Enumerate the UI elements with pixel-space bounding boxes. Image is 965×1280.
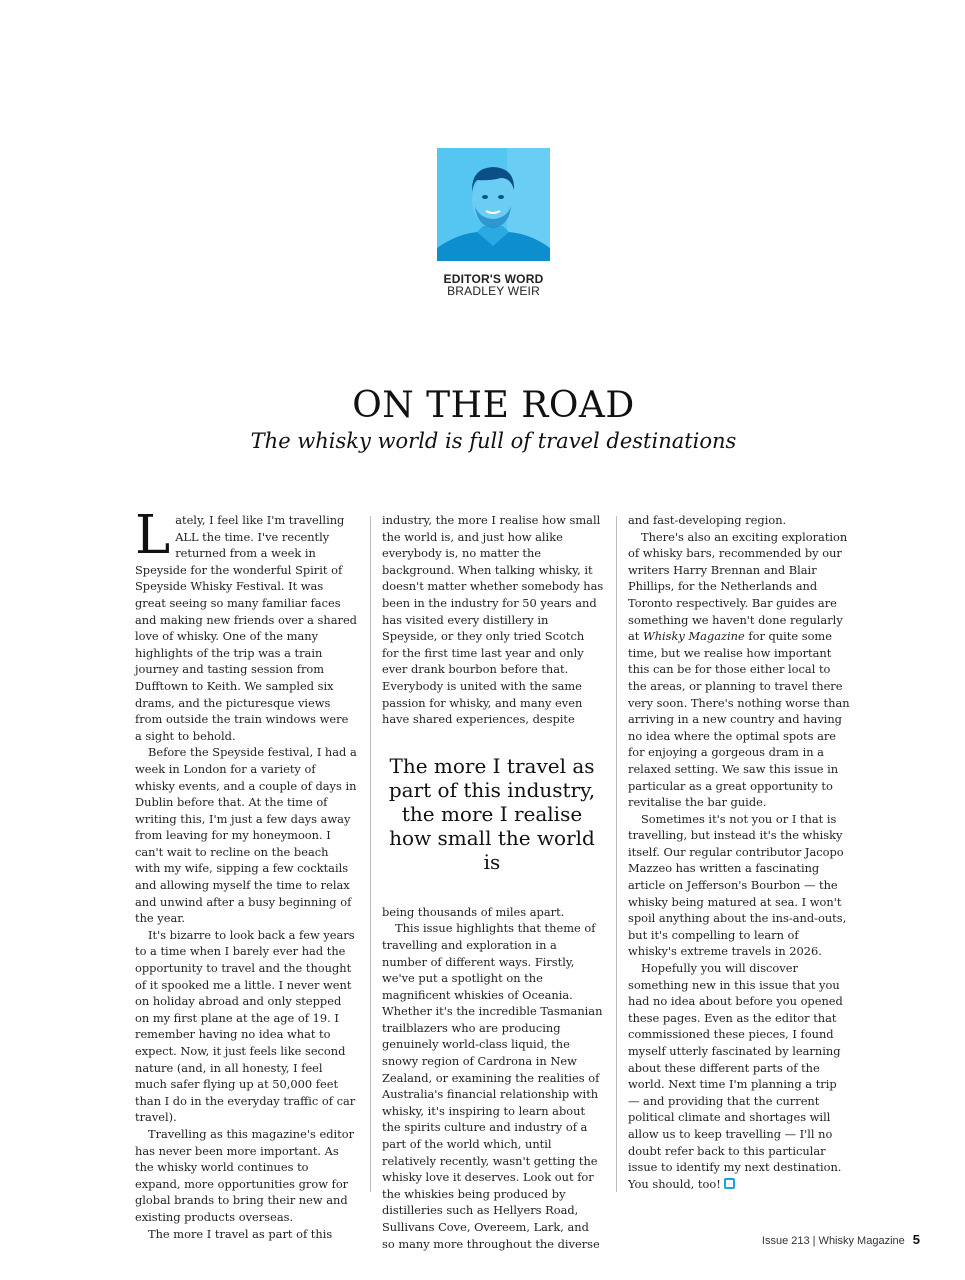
paragraph: and fast-developing region. [628, 513, 787, 527]
paragraph: It's bizarre to look back a few years to a time when I barely ever had the opportunity to travel and the thought of it spooked me a little. I never went on holiday abroad and only stepped on my first plane at the age of 19. I remember having no idea what to expect. Now, it just feels like second nature (and, in all honesty, I feel much safer flying up at 50,000 feet than I do in the everyday traffic of car travel). [135, 927, 356, 1125]
editor-portrait-icon [437, 148, 550, 261]
paragraph: Sometimes it's not you or I that is travelling, but instead it's the whisky itself. Our regular contributor Jacopo Mazzeo has written a fascinating article on Jefferson's Bourbon — the whisky being matured at sea. I won't spoil anything about the ins-and-outs, but it's compelling to learn of whisky's extreme travels in 2026. [628, 811, 847, 959]
page-number: 5 [912, 1232, 920, 1247]
paragraph: industry, the more I realise how small the world is, and just how alike everybody is, no matter the background. When talking whisky, it doesn't matter whether somebody has been in the industry for 50 years and has visited every distillery in Speyside, or they only tried Scotch for the first time last year and only ever drank bourbon before that. Everybody is united with the same passion for whisky, and many even have shared experiences, despite [382, 513, 604, 727]
paragraph: Hopefully you will discover something new in this issue that you had no idea about before you opened these pages. Even as the editor that commissioned these pieces, I found myself utterly fascinated by learning about these different parts of the world. Next time I'm planning a trip — and providing that the current political climate and shortages will allow us to keep travelling — I'll no doubt refer back to this particular issue to identify my next destination. [628, 961, 843, 1175]
paragraph: Before the Speyside festival, I had a week in London for a variety of whisky events, and a couple of days in Dublin before that. At the time of writing this, I'm just a few days away from leaving for my honeymoon. I can't wait to recline on the beach with my wife, sipping a few cocktails and allowing myself the time to relax and unwind after a busy beginning of the year. [135, 745, 357, 926]
section-kicker: EDITOR'S WORD [443, 272, 544, 286]
author-name: BRADLEY WEIR [447, 284, 540, 298]
article-column-1 [135, 505, 357, 1242]
paragraph: This issue highlights that theme of travelling and exploration in a number of different ways. Firstly, we've put a spotlight on the magnificent whiskies of Oceania. Whether it's the incredible Tasmanian trailblazers who are producing genuinely world-class liquid, the snowy region of Cardrona in New Zealand, or examining the realities of Australia's financial relationship with whisky, it's inspiring to learn about the spirits culture and industry of a part of the world which, until relatively recently, wasn't getting the whisky love it deserves. Look out for the whiskies being produced by distilleries such as Hellyers Road, Sullivans Cove, Overeem, Lark, and so many more throughout the diverse [382, 921, 603, 1251]
paragraph: The more I travel as part of this [148, 1226, 333, 1241]
paragraph: being thousands of miles apart. [382, 904, 565, 919]
article-standfirst: The whisky world is full of travel destinations [250, 429, 737, 453]
column-divider [370, 516, 371, 1192]
article-column-3 [628, 512, 850, 1192]
column-divider [616, 516, 617, 1192]
paragraph: There's also an exciting exploration of whisky bars, recommended by our writers Harry Brennan and Blair Phillips, for the Netherlands and Toronto respectively. Bar guides are something we haven't done regularly at Whisky Magazine for quite some time, but we realise how important this can be for those either local to the areas, or planning to travel there very soon. There's nothing worse than arriving in a new country and having no idea where the optimal spots are for enjoying a gorgeous dram in a relaxed setting. We saw this issue in particular as a great opportunity to revitalise the bar guide. [628, 529, 850, 810]
page-footer [762, 1232, 920, 1247]
article-headline: ON THE ROAD [352, 385, 635, 426]
article-column-2 [382, 512, 604, 1252]
paragraph: Lately, I feel like I'm travelling ALL the time. I've recently returned from a week in Speyside for the wonderful Spirit of Speyside Whisky Festival. It was great seeing so many familiar faces and making new friends over a shared love of whisky. One of the many highlights of the trip was a train journey and tasting session from Dufftown to Keith. We sampled six drams, and the picturesque views from outside the train windows were a sight to behold. [135, 505, 357, 743]
paragraph: Travelling as this magazine's editor has never been more important. As the whisky world continues to expand, more opportunities grow for global brands to bring their new and existing products overseas. [135, 1126, 355, 1224]
issue-label: Issue 213 | Whisky Magazine [761, 1235, 905, 1247]
pull-quote: The more I travel as part of this industry, the more I realise how small the world is [388, 753, 596, 874]
publication-name: Whisky Magazine [643, 629, 745, 644]
byline [383, 273, 604, 297]
editor-photo [437, 148, 550, 261]
end-mark-icon [724, 1178, 735, 1189]
paragraph: You should, too! [628, 1176, 850, 1193]
drop-cap: L [135, 505, 171, 566]
